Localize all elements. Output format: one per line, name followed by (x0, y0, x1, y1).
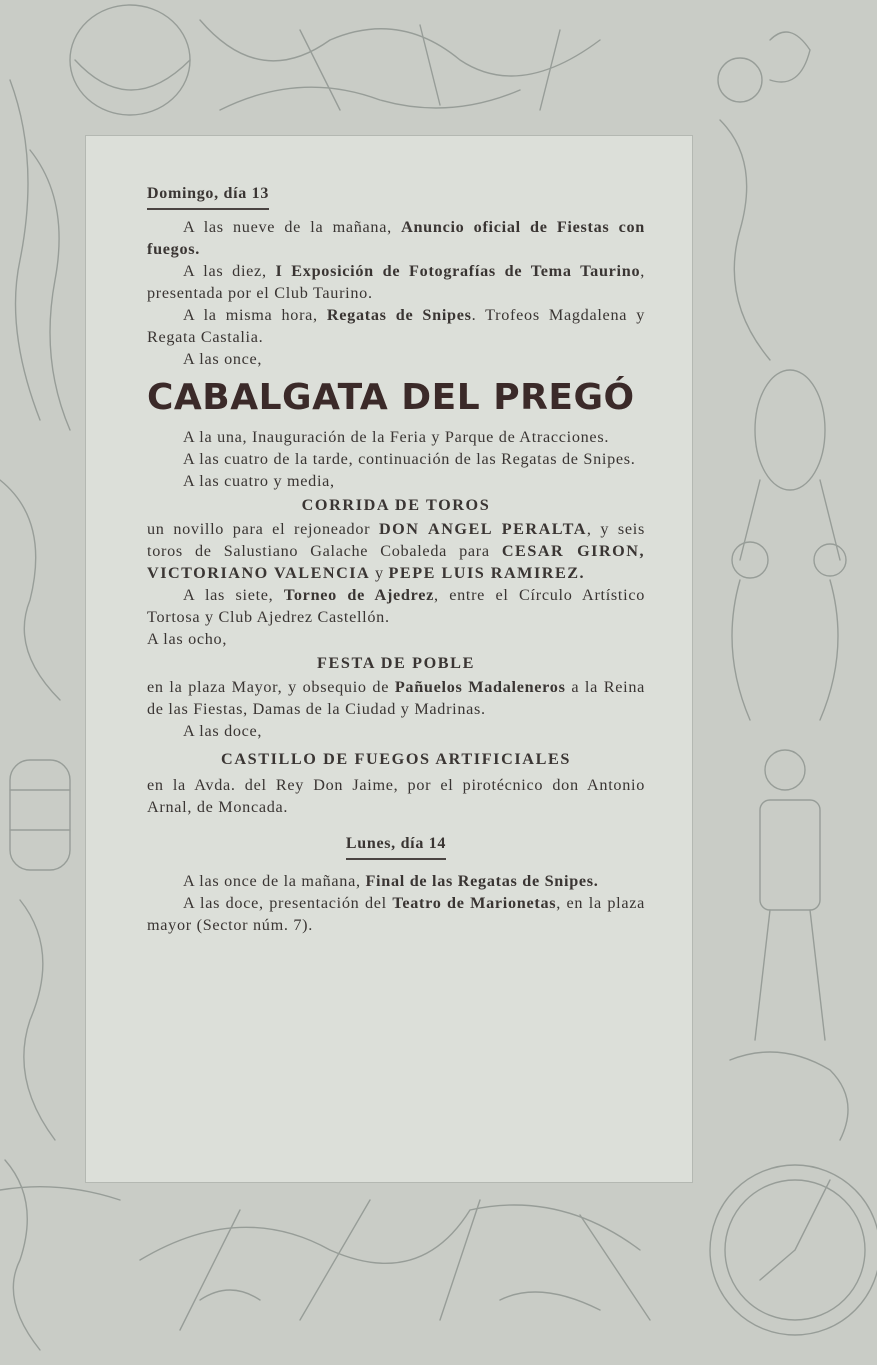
monday-item-2: A las doce, presentación del Teatro de Marionetas, en la plaza mayor (Sector núm. 7). (147, 894, 645, 934)
sunday-item-2: A las diez, I Exposición de Fotografías de Tema Taurino, presentada por el Club Taurino. (147, 262, 645, 302)
sunday-heading: Domingo, día 13 (147, 183, 269, 210)
program-text (147, 182, 645, 936)
event-castillo: CASTILLO DE FUEGOS ARTIFICIALES (221, 750, 571, 768)
ball-sketch (718, 58, 762, 102)
event-corrida: CORRIDA DE TOROS (301, 496, 491, 514)
runner-body-sketch (760, 800, 820, 910)
sunday-item-3: A la misma hora, Regatas de Snipes. Trofeos Magdalena y Regata Castalia. (147, 306, 645, 346)
monday-item-1: A las once de la mañana, Final de las Regatas de Snipes. (183, 872, 599, 890)
monday-heading: Lunes, día 14 (346, 833, 446, 860)
sunday-item-5: A la una, Inauguración de la Feria y Parque de Atracciones. (183, 428, 610, 446)
cabalgata-headline: CABALGATA DEL PREGÓ (147, 377, 635, 418)
sunday-item-7: A las cuatro y media, (183, 472, 335, 490)
sunday-item-8: un novillo para el rejoneador DON ANGEL PERALTA, y seis toros de Salustiano Galache Cobaleda para CESAR GIRON, VICTORIANO VALENCIA y PEPE LUIS RAMIREZ. (147, 520, 645, 582)
sunday-heading-wrap (147, 182, 645, 216)
sunday-item-9: A las siete, Torneo de Ajedrez, entre el Círculo Artístico Tortosa y Club Ajedrez Castellón. (147, 586, 646, 626)
sunday-item-10: A las ocho, (147, 630, 228, 648)
event-festa: FESTA DE POBLE (317, 654, 475, 672)
sunday-item-4: A las once, (183, 350, 263, 368)
drum-sketch (10, 760, 70, 870)
sunday-item-11: en la plaza Mayor, y obsequio de Pañuelos Madaleneros a la Reina de las Fiestas, Damas de la Ciudad y Madrinas. (147, 678, 646, 718)
garland-sketch (140, 1205, 640, 1263)
sunday-item-1: A las nueve de la mañana, Anuncio oficial de Fiestas con fuegos. (147, 218, 645, 258)
monday-heading-wrap (147, 832, 645, 860)
clock-sketch (710, 1165, 877, 1335)
sunday-item-13: en la Avda. del Rey Don Jaime, por el pirotécnico don Antonio Arnal, de Moncada. (147, 776, 645, 816)
basket-sketch (70, 5, 190, 115)
sunday-item-12: A las doce, (183, 722, 263, 740)
sunday-item-6: A las cuatro de la tarde, continuación de las Regatas de Snipes. (183, 450, 636, 468)
runner-head-sketch (765, 750, 805, 790)
